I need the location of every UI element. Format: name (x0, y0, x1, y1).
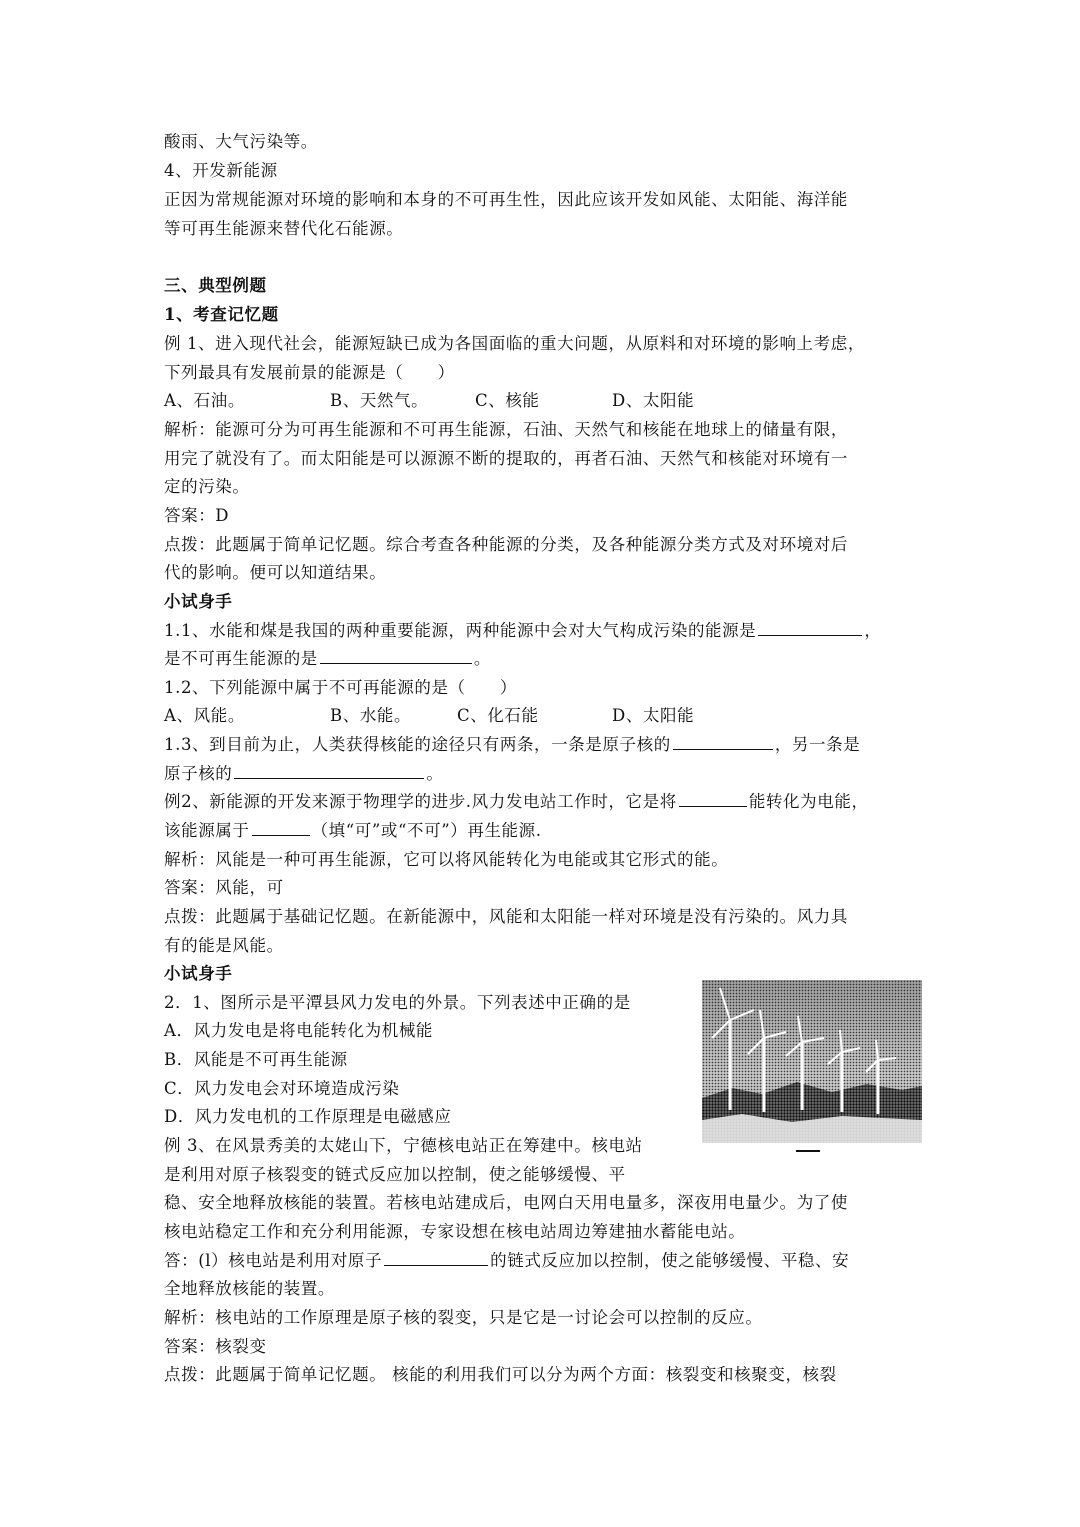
tip-text: 代的影响。便可以知道结果。 (164, 563, 387, 582)
practice-1-3 (164, 731, 860, 759)
question-text: 该能源属于 (164, 821, 250, 840)
analysis-text: 解析：风能是一种可再生能源，它可以将风能转化为电能或其它形式的能。 (164, 850, 729, 869)
answer-blank[interactable] (384, 1248, 488, 1266)
analysis-text: 解析：能源可分为可再生能源和不可再生能源，石油、天然气和核能在地球上的储量有限， (164, 420, 848, 439)
section-heading: 三、典型例题 (164, 276, 267, 295)
answer-blank[interactable] (320, 646, 472, 664)
option-a: A、石油。 (164, 391, 245, 410)
question-text: 的链式反应加以控制，使之能够缓慢、平稳、安 (490, 1251, 850, 1270)
example-2-question-cont (164, 817, 542, 845)
answer-blank[interactable] (252, 818, 310, 836)
answer-text: 答案：D (164, 506, 230, 525)
tip-text: 有的能是风能。 (164, 936, 284, 955)
analysis-text: 解析：核电站的工作原理是原子核的裂变，只是它是一讨论会可以控制的反应。 (164, 1308, 763, 1327)
practice-1-1 (164, 617, 881, 645)
tip-text: 点拨：此题属于简单记忆题。综合考查各种能源的分类，及各种能源分类方式及对环境对后 (164, 535, 848, 554)
practice-1-3-cont (164, 760, 444, 788)
question-text: ， (864, 621, 882, 640)
practice-1-1-cont (164, 645, 491, 673)
text-line: 4、开发新能源 (164, 161, 278, 180)
question-text: 1.3、到目前为止，人类获得核能的途径只有两条，一条是原子核的 (164, 735, 671, 754)
wind-turbine-photo (702, 980, 922, 1143)
option-b: B、天然气。 (330, 391, 429, 410)
question-text: 答：(l）核电站是利用对原子 (164, 1251, 383, 1270)
question-text: 1.1、水能和煤是我国的两种重要能源，两种能源中会对大气构成污染的能源是 (164, 621, 757, 640)
answer-text: 答案：风能，可 (164, 878, 284, 897)
option-c: C、核能 (475, 391, 540, 410)
example-3-text: 是利用对原子核裂变的链式反应加以控制，使之能够缓慢、平 (164, 1165, 626, 1184)
question-text: 。 (473, 649, 492, 668)
example-3-question (164, 1247, 849, 1275)
option-d: D、太阳能 (612, 706, 695, 725)
answer-blank[interactable] (234, 761, 424, 779)
tip-text: 点拨：此题属于基础记忆题。在新能源中，风能和太阳能一样对环境是没有污染的。风力具 (164, 907, 848, 926)
option-c: C、化石能 (457, 706, 539, 725)
example-3-question-cont: 全地释放核能的装置。 (164, 1279, 335, 1298)
example-3-text: 例 3、在风景秀美的太姥山下，宁德核电站正在筹建中。核电站 (164, 1136, 643, 1155)
question-text: 例2、新能源的开发来源于物理学的进步.风力发电站工作时，它是将 (164, 792, 677, 811)
answer-blank[interactable] (679, 789, 747, 807)
question-text: （填“可”或“不可”）再生能源. (311, 821, 542, 840)
question-text: 能转化为电能， (748, 792, 869, 811)
text-line: 正因为常规能源对环境的影响和本身的不可再生性，因此应该开发如风能、太阳能、海洋能 (164, 190, 848, 209)
example-3-text: 核电站稳定工作和充分利用能源，专家设想在核电站周边筹建抽水蓄能电站。 (164, 1222, 746, 1241)
practice-heading: 小试身手 (164, 592, 233, 611)
question-text: 原子核的 (164, 764, 233, 783)
option-d: D．风力发电机的工作原理是电磁感应 (164, 1107, 452, 1126)
option-c: C．风力发电会对环境造成污染 (164, 1079, 400, 1098)
subsection-heading: 1、考查记忆题 (164, 305, 279, 324)
option-b: B、水能。 (330, 706, 412, 725)
question-text: 。 (426, 764, 444, 783)
example-3-text: 稳、安全地释放核能的装置。若核电站建成后，电网白天用电量多，深夜用电量少。为了使 (164, 1193, 848, 1212)
example-1-question: 例 1、进入现代社会，能源短缺已成为各国面临的重大问题，从原料和对环境的影响上考虑， (164, 334, 865, 353)
practice-heading: 小试身手 (164, 964, 233, 983)
practice-1-2: 1.2、下列能源中属于不可再能源的是（ ） (164, 678, 517, 697)
text-line: 酸雨、大气污染等。 (164, 132, 318, 151)
text-line: 等可再生能源来替代化石能源。 (164, 219, 404, 238)
practice-2-1: 2．1、图所示是平潭县风力发电的外景。下列表述中正确的是 (164, 993, 631, 1012)
photo-caption-mark (796, 1150, 820, 1152)
answer-blank[interactable] (758, 618, 862, 636)
option-a: A、风能。 (164, 706, 245, 725)
question-text: ，另一条是 (774, 735, 861, 754)
analysis-text: 用完了就没有了。而太阳能是可以源源不断的提取的，再者石油、天然气和核能对环境有一 (164, 449, 848, 468)
option-d: D、太阳能 (612, 391, 695, 410)
example-2-question (164, 788, 869, 816)
option-a: A．风力发电是将电能转化为机械能 (164, 1021, 434, 1040)
tip-text: 点拨：此题属于简单记忆题。 核能的利用我们可以分为两个方面：核裂变和核聚变，核裂 (164, 1365, 837, 1384)
example-1-question: 下列最具有发展前景的能源是（ ） (164, 363, 455, 382)
answer-blank[interactable] (673, 732, 773, 750)
option-b: B．风能是不可再生能源 (164, 1050, 348, 1069)
analysis-text: 定的污染。 (164, 477, 250, 496)
question-text: 是不可再生能源的是 (164, 649, 318, 668)
wind-turbine-icon (702, 980, 922, 1143)
answer-text: 答案：核裂变 (164, 1337, 267, 1356)
